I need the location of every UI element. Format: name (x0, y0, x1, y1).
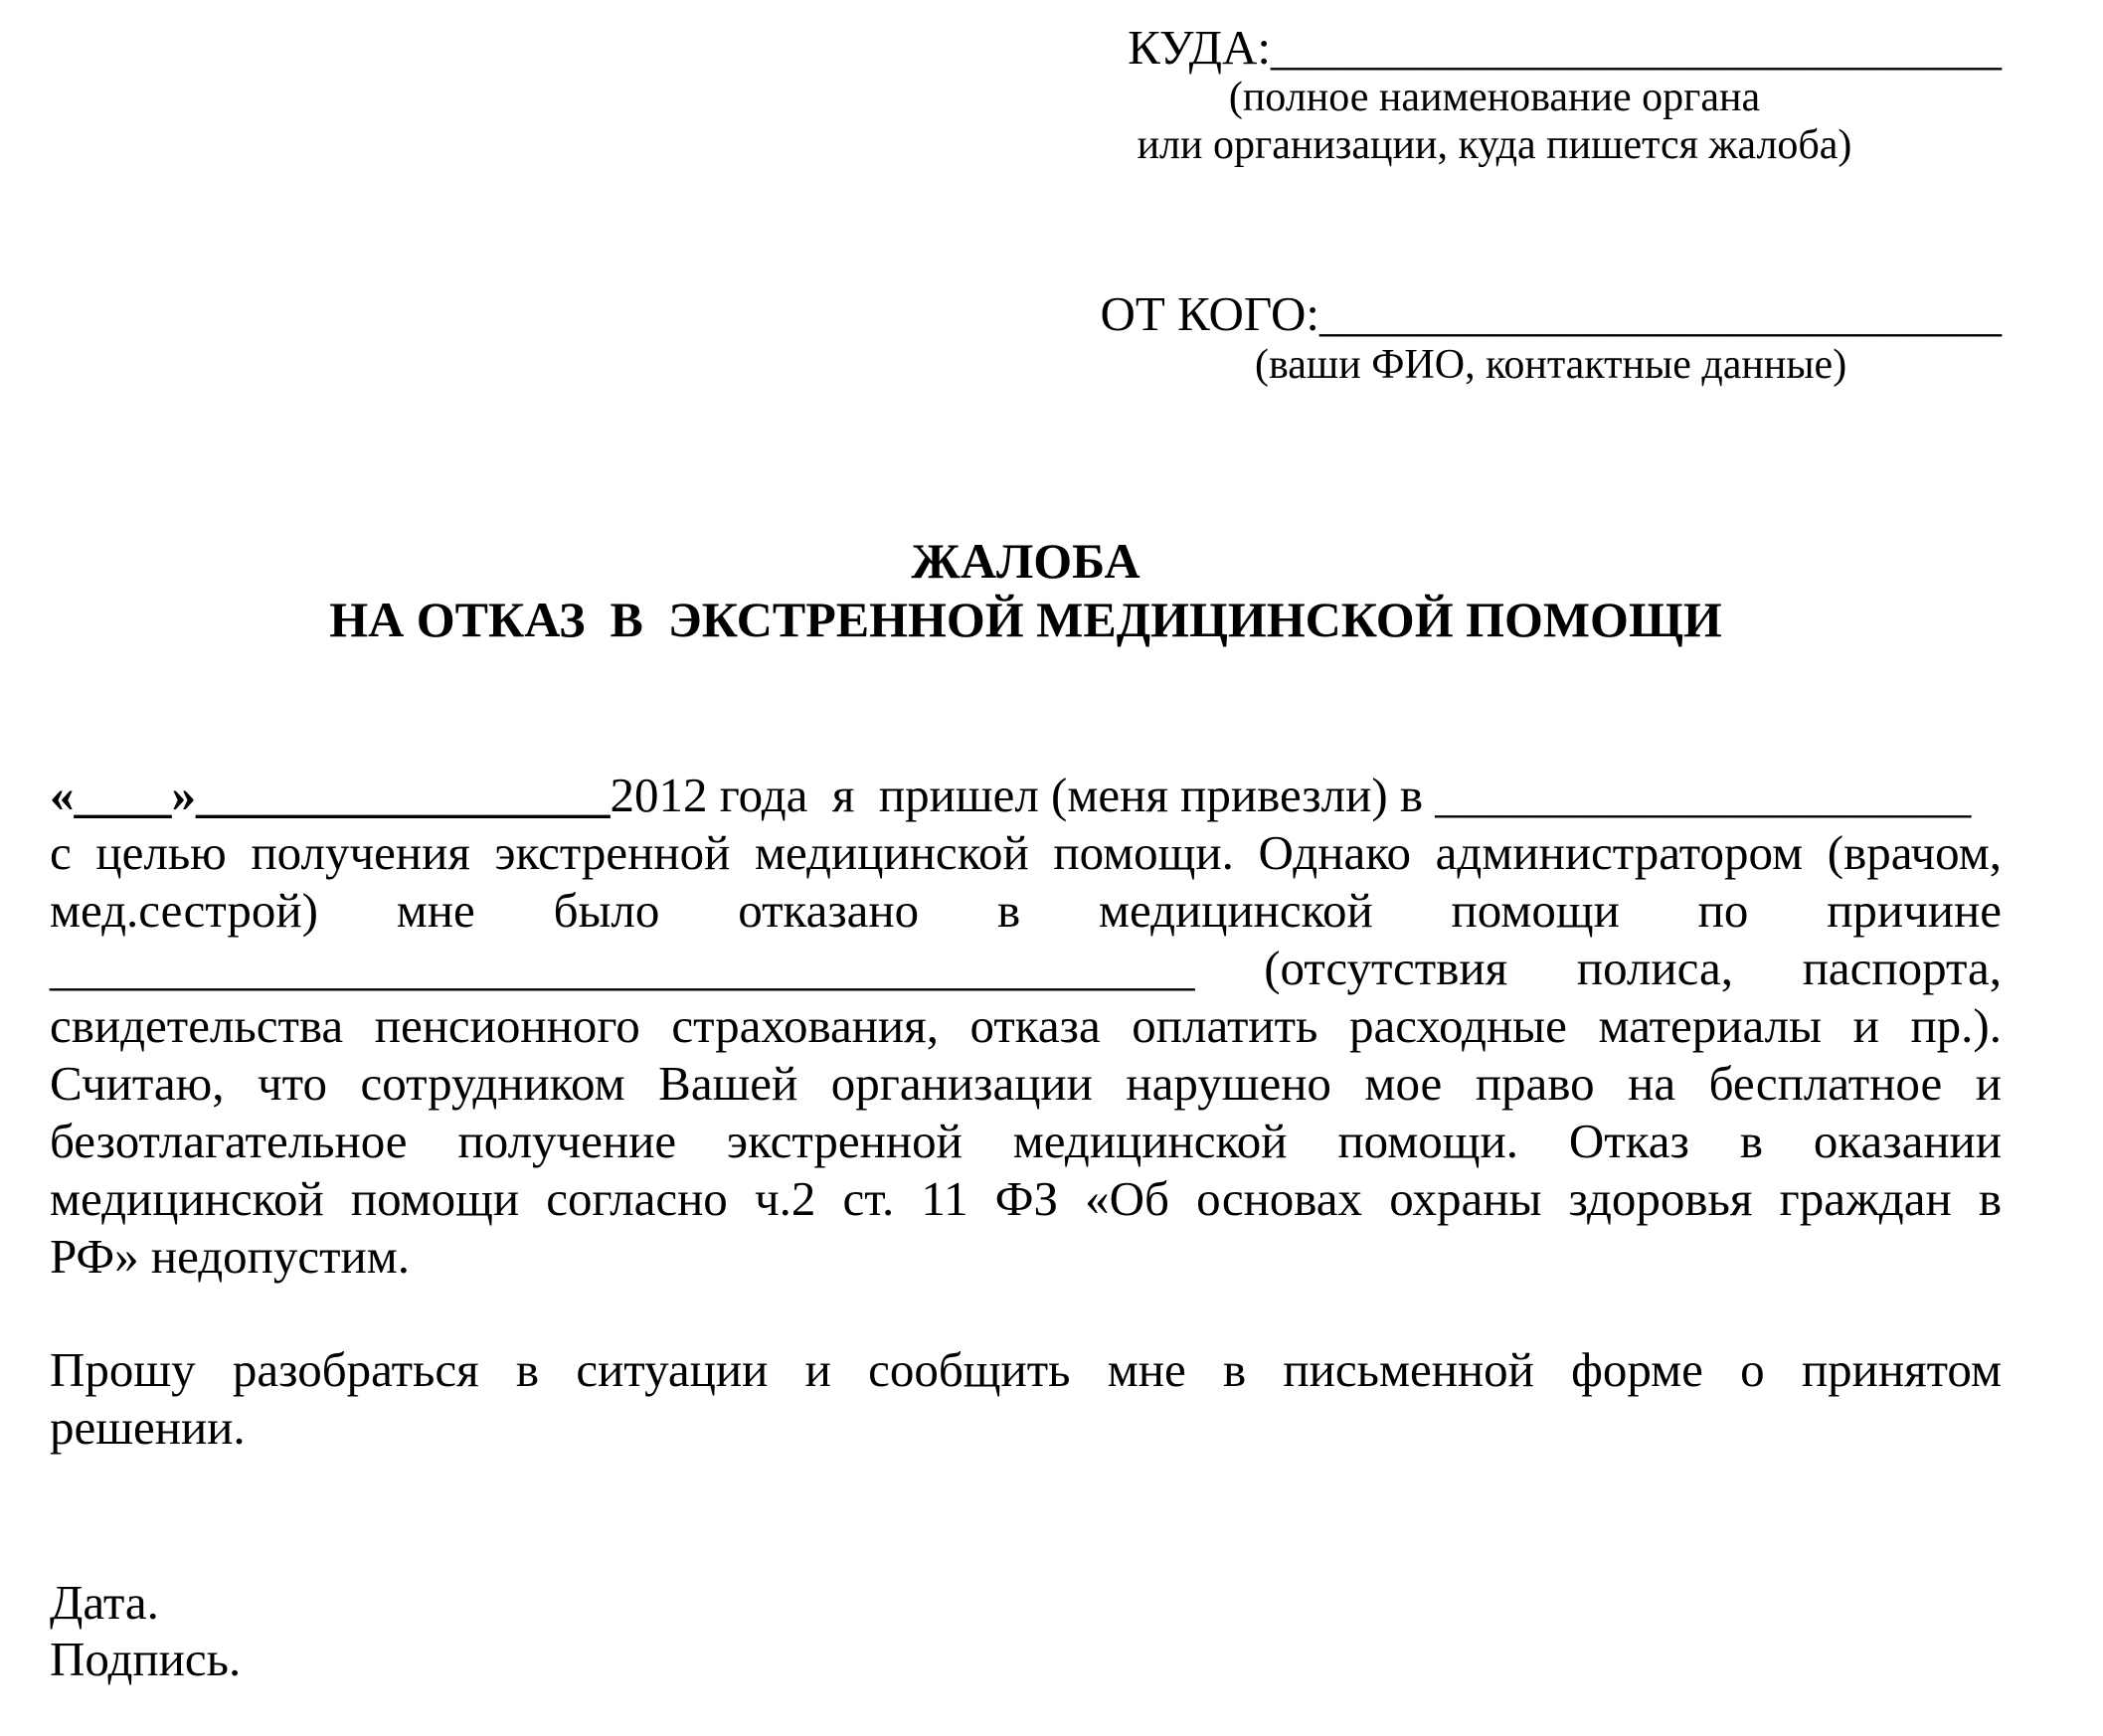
recipient-label: КУДА: (1128, 20, 1271, 75)
sender-blank: ____________________________ (1319, 286, 2002, 341)
sender-hint: (ваши ФИО, контактные данные) (1255, 342, 1847, 388)
sender-label: ОТ КОГО: (1100, 286, 1319, 341)
document-subtitle: НА ОТКАЗ В ЭКСТРЕННОЙ МЕДИЦИНСКОЙ ПОМОЩИ (329, 592, 1722, 647)
recipient-line (994, 19, 2002, 77)
recipient-hint-line2: или организации, куда пишется жалоба) (1137, 122, 1852, 168)
open-quote: « (50, 768, 75, 822)
body-line: безотлагательное получение экстренной медицинской помощи. Отказ в оказании (50, 1114, 2002, 1168)
body-line: Считаю, что сотрудником Вашей организации нарушено мое право на бесплатное и (50, 1056, 2002, 1111)
request-line: Прошу разобраться в ситуации и сообщить мне в письменной форме о принятом (50, 1342, 2002, 1397)
place-blank: ______________________ (1435, 768, 1972, 822)
date-line-text: 2012 года я пришел (меня привезли) в (610, 768, 1436, 822)
date-label: Дата. (50, 1575, 159, 1630)
close-quote: » (171, 768, 196, 822)
recipient-hint-line1: (полное наименование органа (1228, 75, 1761, 120)
body-date-line (50, 767, 2002, 824)
day-blank: ____ (74, 768, 172, 822)
body-line: мед.сестрой) мне было отказано в медицинской помощи по причине (50, 883, 2002, 938)
body-line: _______________________________________________ (отсутствия полиса, паспорта, (50, 941, 2002, 995)
body-line: медицинской помощи согласно ч.2 ст. 11 ФЗ «Об основах охраны здоровья граждан в (50, 1171, 2002, 1226)
request-line: решении. (50, 1400, 246, 1455)
sender-line (994, 285, 2002, 343)
body-line: РФ» недопустим. (50, 1229, 410, 1284)
signature-label: Подпись. (50, 1632, 242, 1686)
body-line: свидетельства пенсионного страхования, отказа оплатить расходные материалы и пр.). (50, 998, 2002, 1053)
recipient-blank: ______________________________ (1271, 20, 2002, 75)
month-blank: _________________ (196, 768, 611, 822)
document-title: ЖАЛОБА (911, 533, 1140, 589)
body-line: с целью получения экстренной медицинской помощи. Однако администратором (врачом, (50, 825, 2002, 880)
